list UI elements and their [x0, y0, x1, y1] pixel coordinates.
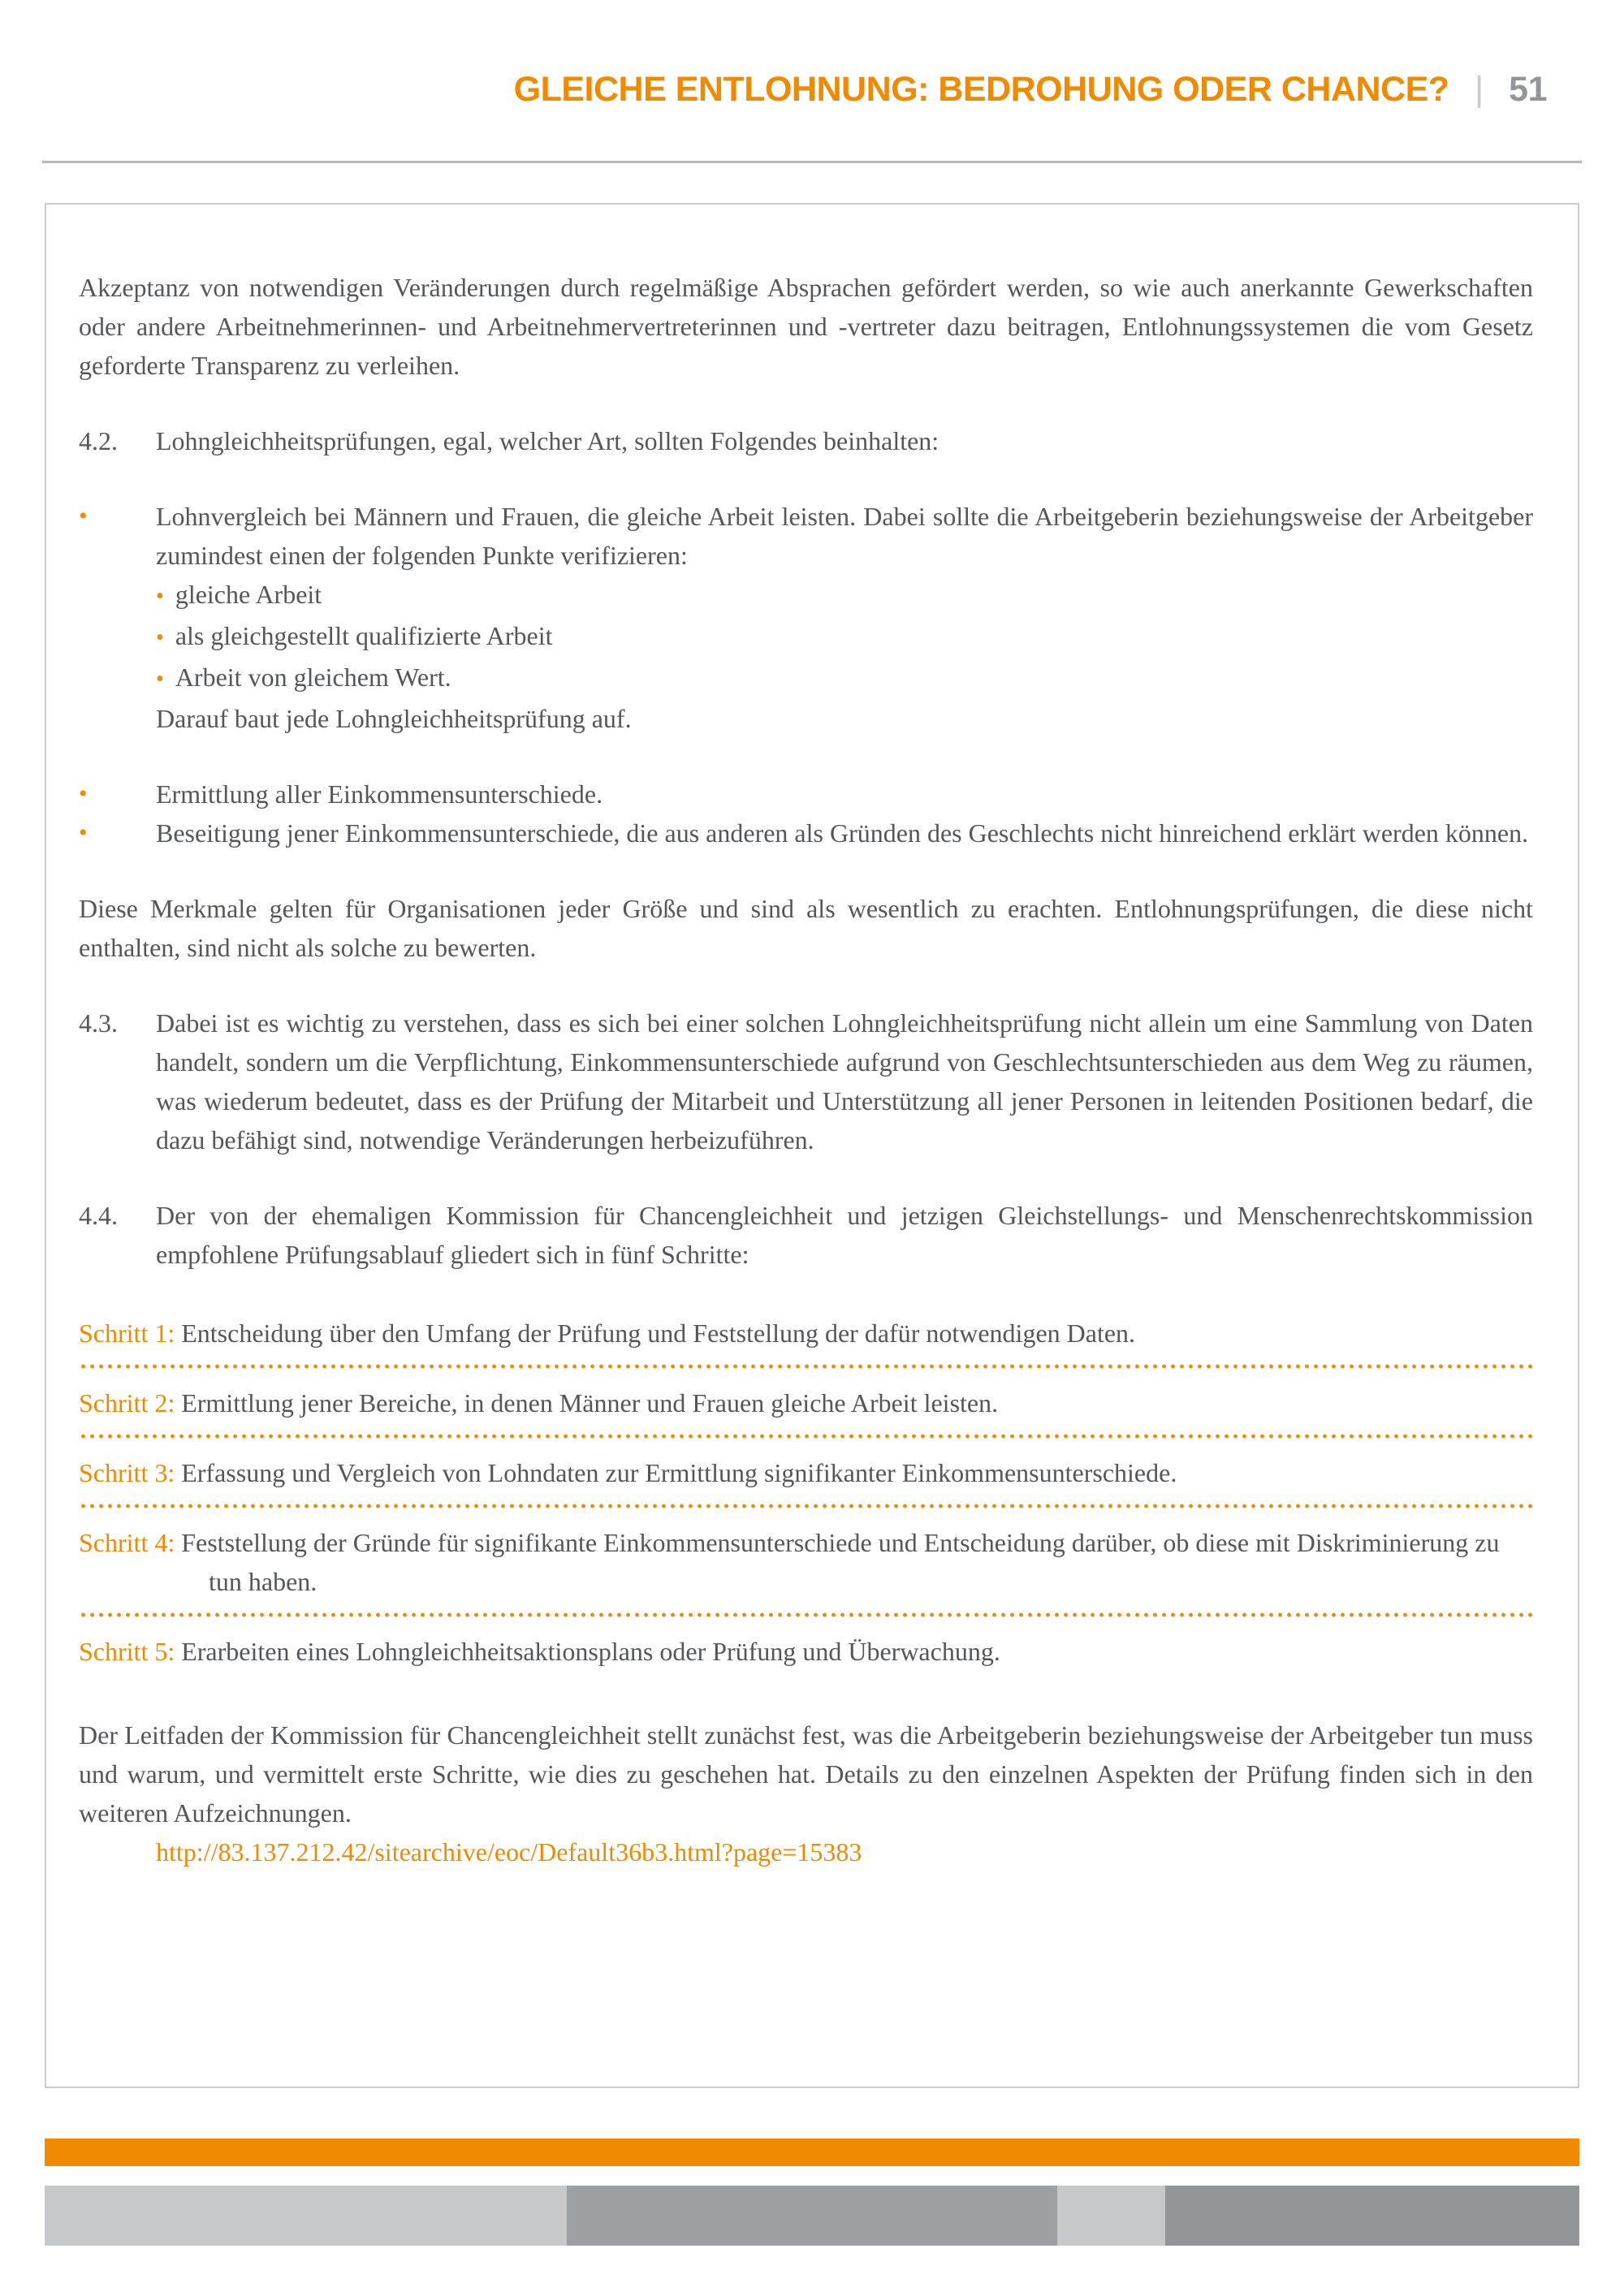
header-separator: | [1475, 70, 1484, 109]
sub-bullet-text: Arbeit von gleichem Wert. [175, 662, 451, 692]
bullet-item-elimination [79, 814, 1533, 852]
step-row-3 [79, 1453, 1533, 1492]
characteristics-paragraph: Diese Merkmale gelten für Organisationen jeder Größe und sind als wesentlich zu erachten. Entlohnungsprüfungen, die diese nicht enthalten, sind nicht als solche zu bewerten. [79, 894, 1533, 962]
step-4-label: Schritt 4: [79, 1528, 175, 1557]
section-4-2 [79, 421, 1533, 460]
section-4-4-label: 4.4. [79, 1201, 118, 1230]
footer-segment [567, 2186, 1058, 2246]
footer-bar [45, 2186, 1579, 2246]
section-4-4-text: Der von der ehemaligen Kommission für Chancengleichheit und jetzigen Gleichstellungs- und Menschenrechtskommission empfohlene Prüfungsablauf gliedert sich in fünf Schritte: [156, 1201, 1533, 1269]
dotted-separator [79, 1504, 1533, 1508]
step-row-4 [79, 1523, 1533, 1601]
link-line [156, 1832, 1533, 1871]
step-1-label: Schritt 1: [79, 1318, 175, 1348]
bullet-closing-text: Darauf baut jede Lohngleichheitsprüfung auf. [156, 704, 632, 733]
bullet-elimination-text: Beseitigung jener Einkommensunterschiede, die aus anderen als Gründen des Geschlechts nicht hinreichend erklärt werden können. [156, 818, 1529, 848]
bullet-icon: • [156, 667, 164, 692]
step-2-label: Schritt 2: [79, 1388, 175, 1418]
dotted-separator [79, 1612, 1533, 1617]
section-4-4 [79, 1196, 1533, 1274]
content-box [45, 203, 1579, 2088]
bullet-icon: • [156, 625, 164, 650]
step-row-2 [79, 1383, 1533, 1422]
intro-paragraph: Akzeptanz von notwendigen Veränderungen durch regelmäßige Absprachen gefördert werden, so wie auch anerkannte Gewerkschaften oder andere Arbeitnehmerinnen- und Arbeitnehmervertreterinnen und -vertreter dazu beitragen, Entlohnungssystemen die vom Gesetz geforderte Transparenz zu verleihen. [79, 273, 1533, 380]
bullet-icon: • [156, 584, 164, 609]
sub-bullet-text: als gleichgestellt qualifizierte Arbeit [175, 621, 553, 650]
bullet-pay-comparison-text: Lohnvergleich bei Männern und Frauen, die gleiche Arbeit leisten. Dabei sollte die Arbeitgeberin beziehungsweise der Arbeitgeber zumindest einen der folgenden Punkte verifizieren: [156, 502, 1533, 570]
page-header [42, 70, 1547, 110]
step-2-text: Ermittlung jener Bereiche, in denen Männer und Frauen gleiche Arbeit leisten. [181, 1388, 999, 1418]
dotted-separator [79, 1434, 1533, 1439]
step-row-5 [79, 1632, 1533, 1671]
step-5-label: Schritt 5: [79, 1637, 175, 1666]
sub-bullet-text: gleiche Arbeit [175, 580, 322, 609]
section-4-3 [79, 1003, 1533, 1159]
page-number: 51 [1509, 70, 1547, 109]
section-4-2-text: Lohngleichheitsprüfungen, egal, welcher Art, sollten Folgendes beinhalten: [156, 426, 939, 455]
footer-segment [1165, 2186, 1579, 2246]
header-rule [42, 161, 1582, 163]
footer-segment [45, 2186, 567, 2246]
step-4-text: Feststellung der Gründe für signifikante Einkommensunterschiede und Entscheidung darüber, ob diese mit Diskriminierung zu tun haben. [181, 1528, 1500, 1596]
footer-segment [1057, 2186, 1164, 2246]
bullet-icon: • [79, 780, 88, 807]
bullet-determination-text: Ermittlung aller Einkommensunterschiede. [156, 779, 603, 809]
step-1-text: Entscheidung über den Umfang der Prüfung und Feststellung der dafür notwendigen Daten. [181, 1318, 1136, 1348]
page-title: GLEICHE ENTLOHNUNG: BEDROHUNG ODER CHANCE? [513, 70, 1449, 109]
sub-bullet [156, 616, 1533, 658]
step-3-label: Schritt 3: [79, 1458, 175, 1487]
bullet-icon: • [79, 503, 88, 529]
section-4-3-text: Dabei ist es wichtig zu verstehen, dass es sich bei einer solchen Lohngleichheitsprüfung nicht allein um eine Sammlung von Daten handelt, sondern um die Verpflichtung, Einkommensunterschiede aufgrund von Geschlechtsunterschieden aus dem Weg zu räumen, was wiederum bedeutet, dass es der Prüfung der Mitarbeit und Unterstützung all jener Personen in leitenden Positionen bedarf, die dazu befähigt sind, notwendige Veränderungen herbeizuführen. [156, 1008, 1533, 1154]
sub-bullet [156, 575, 1533, 616]
bullet-item-determination [79, 775, 1533, 814]
dotted-separator [79, 1364, 1533, 1369]
bullet-icon: • [79, 819, 88, 846]
section-4-3-label: 4.3. [79, 1008, 118, 1038]
sub-bullet [156, 658, 1533, 699]
step-5-text: Erarbeiten eines Lohngleichheitsaktionsplans oder Prüfung und Überwachung. [181, 1637, 1000, 1666]
step-row-1 [79, 1314, 1533, 1353]
closing-paragraph: Der Leitfaden der Kommission für Chancengleichheit stellt zunächst fest, was die Arbeitgeberin beziehungsweise der Arbeitgeber tun muss und warum, und vermittelt erste Schritte, wie dies zu geschehen hat. Details zu den einzelnen Aspekten der Prüfung finden sich in den weiteren Aufzeichnungen. [79, 1720, 1533, 1828]
bullet-item-pay-comparison [79, 497, 1533, 738]
step-3-text: Erfassung und Vergleich von Lohndaten zur Ermittlung signifikanter Einkommensunterschiede. [181, 1458, 1177, 1487]
section-4-2-label: 4.2. [79, 426, 118, 455]
orange-bar [45, 2138, 1579, 2166]
report-link[interactable]: http://83.137.212.42/sitearchive/eoc/Default36b3.html?page=15383 [156, 1837, 862, 1867]
